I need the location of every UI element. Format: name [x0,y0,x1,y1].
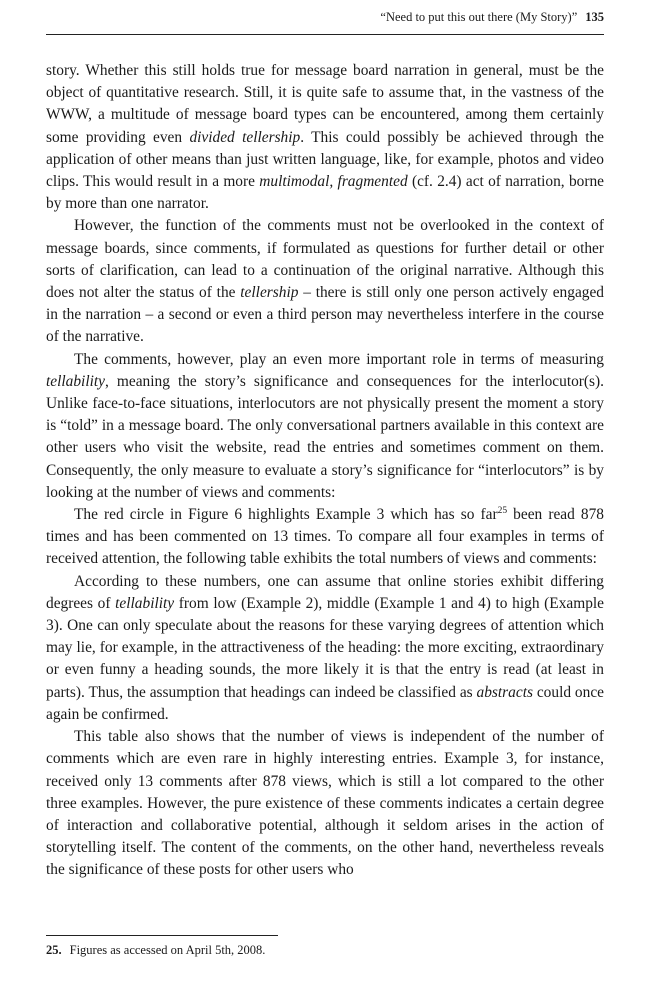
text-run: , meaning the story’s significance and consequences for the interlocutor(s). Unlike face-to-face situations, interlocutors are not physically present the moment a story is “told” in a message board. The only conversational partners available in this context are other users who visit the website, read the entries and sometimes comment on them. Consequently, the only measure to evaluate a story’s significance for “interlocutors” is by looking at the number of views and comments: [46,372,604,501]
footnote-ref: 25 [497,505,508,516]
running-head-title: “Need to put this out there (My Story)” [380,10,578,24]
paragraph [46,60,604,215]
text-run: According to these numbers, one can assume that online stories exhibit differing degrees of [46,572,604,612]
italic-term: divided tellership [189,128,301,146]
body-text [46,60,604,882]
paragraph [46,215,604,348]
text-run: been read 878 times and has been commented on 13 times. To compare all four examples in terms of received attention, the following table exhibits the total numbers of views and comments: [46,506,604,568]
italic-term: tellability [46,372,105,390]
text-run: . This could possibly be achieved through the application of other means than just written language, like, for example, photos and video clips. This would result in a more [46,128,604,191]
paragraph [46,726,604,881]
text-run: (cf. 2.4) act of narration, borne by more than one narrator. [46,173,604,213]
text-run: could once again be confirmed. [46,683,604,723]
paragraph [46,571,604,726]
italic-term: multimodal, fragmented [259,173,408,191]
text-run: This table also shows that the number of views is independent of the number of comments which are even rare in highly interesting entries. Example 3, for instance, received only 13 comments after 878 views, which is still a lot compared to the other three examples. However, the pure existence of these comments indicates a certain degree of interaction and collaborative potential, although it seldom arises in the action of storytelling itself. The content of the comments, on the other hand, nevertheless reveals the significance of these posts for other users who [46,728,604,879]
text-run: However, the function of the comments must not be overlooked in the context of message boards, since comments, if formulated as questions for further detail or other sorts of clarification, can lead to a continuation of the original narrative. Although this does not alter the status of the [46,217,604,302]
footnote [46,943,265,958]
italic-term: abstracts [476,683,533,701]
page-number: 135 [585,10,604,24]
text-run: from low (Example 2), middle (Example 1 and 4) to high (Example 3). One can only speculate about the reasons for these varying degrees of attention which may lie, for example, in the attractiveness of the heading: the more exciting, extraordinary or even funny a heading sounds, the more likely it is that the entry is read (at least in parts). Thus, the assumption that headings can indeed be classified as [46,594,605,701]
italic-term: tellability [115,594,175,612]
paragraph [46,349,604,504]
text-run: The comments, however, play an even more important role in terms of measuring [74,350,604,368]
text-run: story. Whether this still holds true for message board narration in general, must be the object of quantitative research. Still, it is quite safe to assume that, in the vastness of the WWW, a multitude of message board types can be encountered, among them certainly some providing even [46,62,604,146]
footnote-rule [46,935,278,936]
footnote-text: Figures as accessed on April 5th, 2008. [69,943,266,957]
text-run: – there is still only one person actively engaged in the narration – a second or even a third person may nevertheless interfere in the course of the narrative. [46,284,604,346]
header-rule [46,34,604,35]
paragraph [46,504,604,571]
page [46,0,604,985]
footnote-number: 25. [46,943,62,957]
running-head [380,10,604,25]
text-run: The red circle in Figure 6 highlights Example 3 which has so far [74,506,498,524]
italic-term: tellership [240,284,299,302]
